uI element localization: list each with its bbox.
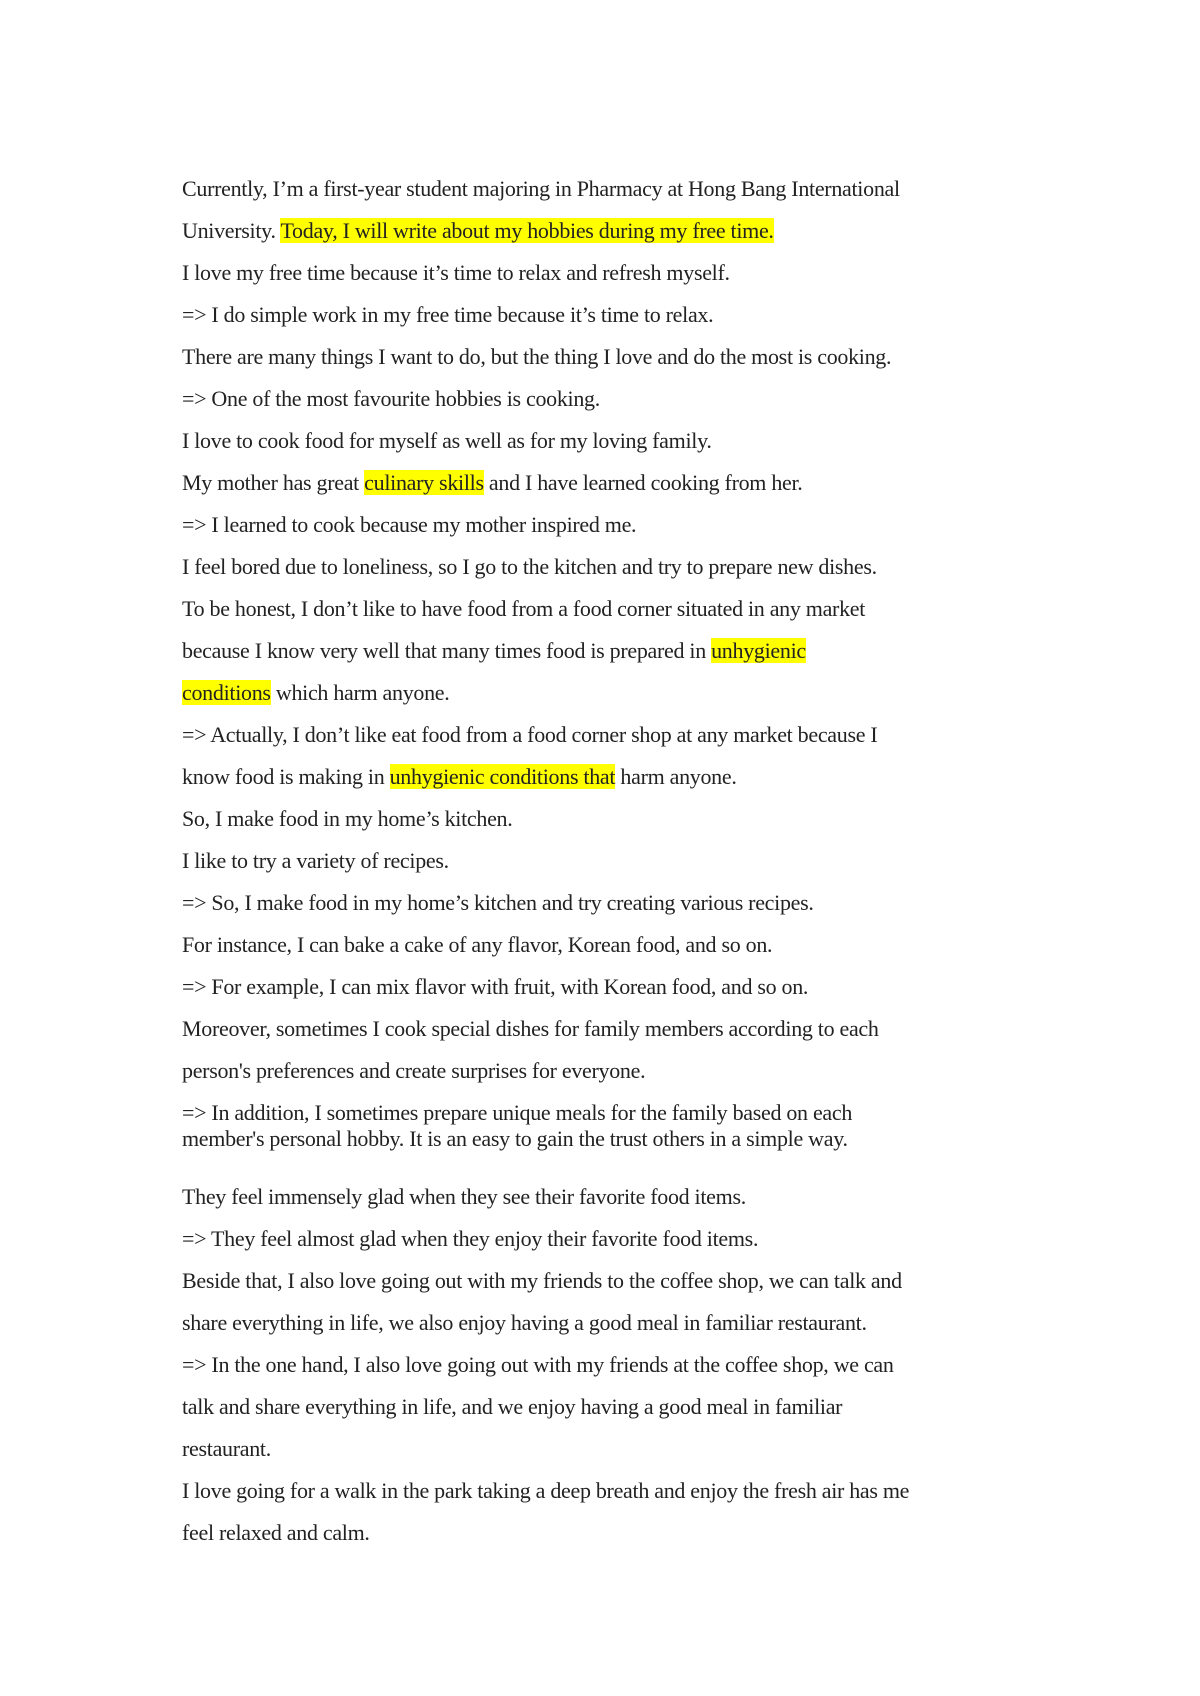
text-line (182, 931, 1062, 959)
text-line (182, 721, 1062, 749)
text-run: I feel bored due to loneliness, so I go to the kitchen and try to prepare new dishes. (182, 554, 877, 579)
highlighted-text: conditions (182, 680, 271, 705)
text-run: talk and share everything in life, and we enjoy having a good meal in familiar (182, 1394, 843, 1419)
text-run: know food is making in (182, 764, 390, 789)
text-run: share everything in life, we also enjoy having a good meal in familiar restaurant. (182, 1310, 867, 1335)
text-line (182, 805, 1062, 833)
text-line (182, 763, 1062, 791)
text-line (182, 1099, 1062, 1127)
text-run: => I do simple work in my free time because it’s time to relax. (182, 302, 714, 327)
text-line (182, 595, 1062, 623)
text-line (182, 217, 1062, 245)
text-line (182, 1309, 1062, 1337)
text-run: => In the one hand, I also love going out with my friends at the coffee shop, we can (182, 1352, 894, 1377)
text-run: because I know very well that many times food is prepared in (182, 638, 712, 663)
text-line (182, 511, 1062, 539)
text-run: Beside that, I also love going out with my friends to the coffee shop, we can talk and (182, 1268, 902, 1293)
text-line (182, 637, 1062, 665)
text-run: which harm anyone. (270, 680, 450, 705)
text-run: member's personal hobby. It is an easy to gain the trust others in a simple way. (182, 1126, 848, 1151)
text-line (182, 343, 1062, 371)
highlighted-text: unhygienic conditions that (389, 764, 616, 789)
text-run: They feel immensely glad when they see their favorite food items. (182, 1184, 746, 1209)
text-line (182, 973, 1062, 1001)
text-run: => Actually, I don’t like eat food from a food corner shop at any market because I (182, 722, 878, 747)
text-run: => So, I make food in my home’s kitchen and try creating various recipes. (182, 890, 814, 915)
text-line (182, 469, 1062, 497)
text-line (182, 1057, 1062, 1085)
highlighted-text: culinary skills (364, 470, 484, 495)
text-run: feel relaxed and calm. (182, 1520, 370, 1545)
text-run: I love my free time because it’s time to relax and refresh myself. (182, 260, 730, 285)
text-line (182, 1351, 1062, 1379)
text-line (182, 1183, 1062, 1211)
text-line (182, 427, 1062, 455)
text-run: restaurant. (182, 1436, 271, 1461)
text-line (182, 1125, 1062, 1153)
text-line (182, 1267, 1062, 1295)
text-line (182, 1519, 1062, 1547)
text-run: and I have learned cooking from her. (483, 470, 803, 495)
text-run: Currently, I’m a first-year student majoring in Pharmacy at Hong Bang International (182, 176, 900, 201)
text-run: person's preferences and create surprises for everyone. (182, 1058, 646, 1083)
text-run: => In addition, I sometimes prepare unique meals for the family based on each (182, 1100, 853, 1125)
highlighted-text: Today, I will write about my hobbies during my free time. (280, 218, 774, 243)
text-line (182, 679, 1062, 707)
text-line (182, 175, 1062, 203)
text-run: There are many things I want to do, but the thing I love and do the most is cooking. (182, 344, 892, 369)
text-run: I love to cook food for myself as well as for my loving family. (182, 428, 712, 453)
text-line (182, 847, 1062, 875)
text-run: Moreover, sometimes I cook special dishes for family members according to each (182, 1016, 879, 1041)
text-line (182, 259, 1062, 287)
text-run: => For example, I can mix flavor with fruit, with Korean food, and so on. (182, 974, 809, 999)
text-line (182, 553, 1062, 581)
text-run: I like to try a variety of recipes. (182, 848, 449, 873)
text-line (182, 1225, 1062, 1253)
text-run: I love going for a walk in the park taking a deep breath and enjoy the fresh air has me (182, 1478, 910, 1503)
text-line (182, 385, 1062, 413)
text-line (182, 1393, 1062, 1421)
text-run: My mother has great (182, 470, 365, 495)
text-run: So, I make food in my home’s kitchen. (182, 806, 513, 831)
text-run: => I learned to cook because my mother inspired me. (182, 512, 637, 537)
text-line (182, 1435, 1062, 1463)
text-line (182, 301, 1062, 329)
text-run: => One of the most favourite hobbies is cooking. (182, 386, 600, 411)
highlighted-text: unhygienic (711, 638, 806, 663)
text-line (182, 889, 1062, 917)
text-line (182, 1015, 1062, 1043)
text-run: For instance, I can bake a cake of any flavor, Korean food, and so on. (182, 932, 773, 957)
text-run: harm anyone. (615, 764, 737, 789)
text-run: University. (182, 218, 281, 243)
text-run: => They feel almost glad when they enjoy their favorite food items. (182, 1226, 759, 1251)
text-line (182, 1477, 1062, 1505)
text-run: To be honest, I don’t like to have food from a food corner situated in any market (182, 596, 866, 621)
